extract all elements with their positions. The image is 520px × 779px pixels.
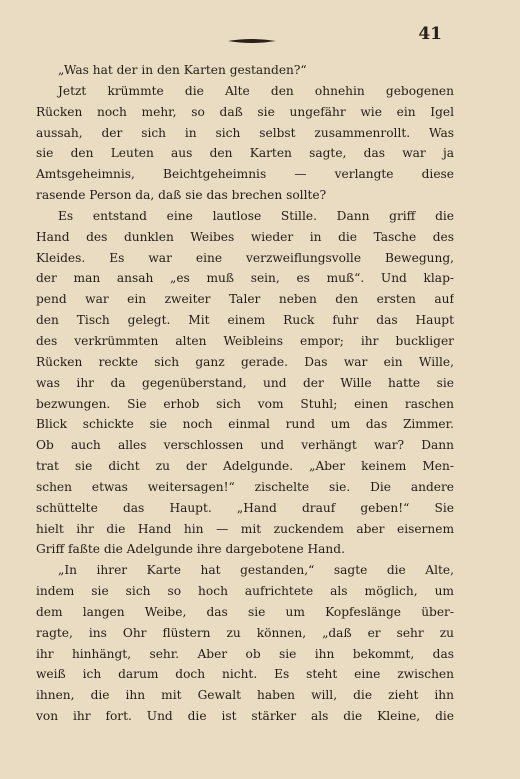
text-line: trat sie dicht zu der Adelgunde. „Aber keinem Men- [36,459,454,474]
text-line: schüttelte das Haupt. „Hand drauf geben!“ Sie [36,500,454,515]
text-line: Es entstand eine lautlose Stille. Dann griff die [58,208,454,223]
text-line: „In ihrer Karte hat gestanden,“ sagte die Alte, [58,563,454,578]
text-line: der man ansah „es muß sein, es muß“. Und klap- [36,271,454,286]
text-line: Griff faßte die Adelgunde ihre dargebotene Hand. [36,542,345,557]
text-line: hielt ihr die Hand hin — mit zuckendem aber eisernem [36,521,454,536]
text-line: aussah, der sich in sich selbst zusammenrollt. Was [36,125,454,140]
text-line: des verkrümmten alten Weibleins empor; ihr buckliger [36,333,454,348]
text-line: von ihr fort. Und die ist stärker als die Kleine, die [36,709,454,724]
text-line: ihnen, die ihn mit Gewalt haben will, die zieht ihn [36,688,454,703]
text-line: weiß ich darum doch nicht. Es steht eine zwischen [36,667,454,682]
text-line: sie den Leuten aus den Karten sagte, das war ja [36,146,454,161]
text-line: schen etwas weitersagen!“ zischelte sie. Die andere [36,479,454,494]
text-line: pend war ein zweiter Taler neben den ersten auf [36,292,454,307]
text-line: bezwungen. Sie erhob sich vom Stuhl; einen raschen [36,396,454,411]
text-line: was ihr da gegenüberstand, und der Wille hatte sie [36,375,454,390]
text-line: „Was hat der in den Karten gestanden?“ [58,63,307,77]
header-ornament [228,38,276,44]
text-line: ihr hinhängt, sehr. Aber ob sie ihn bekommt, das [36,646,454,661]
body-text [36,60,454,727]
text-line: Amtsgeheimnis, Beichtgeheimnis — verlangte diese [36,167,454,182]
text-line: dem langen Weibe, das sie um Kopfeslänge über- [36,604,454,619]
text-line: Rücken reckte sich ganz gerade. Das war ein Wille, [36,354,454,369]
text-line: Jetzt krümmte die Alte den ohnehin gebogenen [58,83,454,98]
text-line: Rücken noch mehr, so daß sie ungefähr wie ein Igel [36,104,454,119]
text-line: ragte, ins Ohr flüstern zu können, „daß er sehr zu [36,625,454,640]
text-line: den Tisch gelegt. Mit einem Ruck fuhr das Haupt [36,313,454,328]
text-line: Ob auch alles verschlossen und verhängt war? Dann [36,438,454,453]
text-line: Blick schickte sie noch einmal rund um das Zimmer. [36,417,454,432]
page-number: 41 [418,24,442,44]
text-line: rasende Person da, daß sie das brechen sollte? [36,188,327,203]
text-line: Kleides. Es war eine verzweiflungsvolle Bewegung, [36,250,454,265]
text-line: Hand des dunklen Weibes wieder in die Tasche des [36,229,454,244]
text-line: indem sie sich so hoch aufrichtete als möglich, um [36,584,454,599]
